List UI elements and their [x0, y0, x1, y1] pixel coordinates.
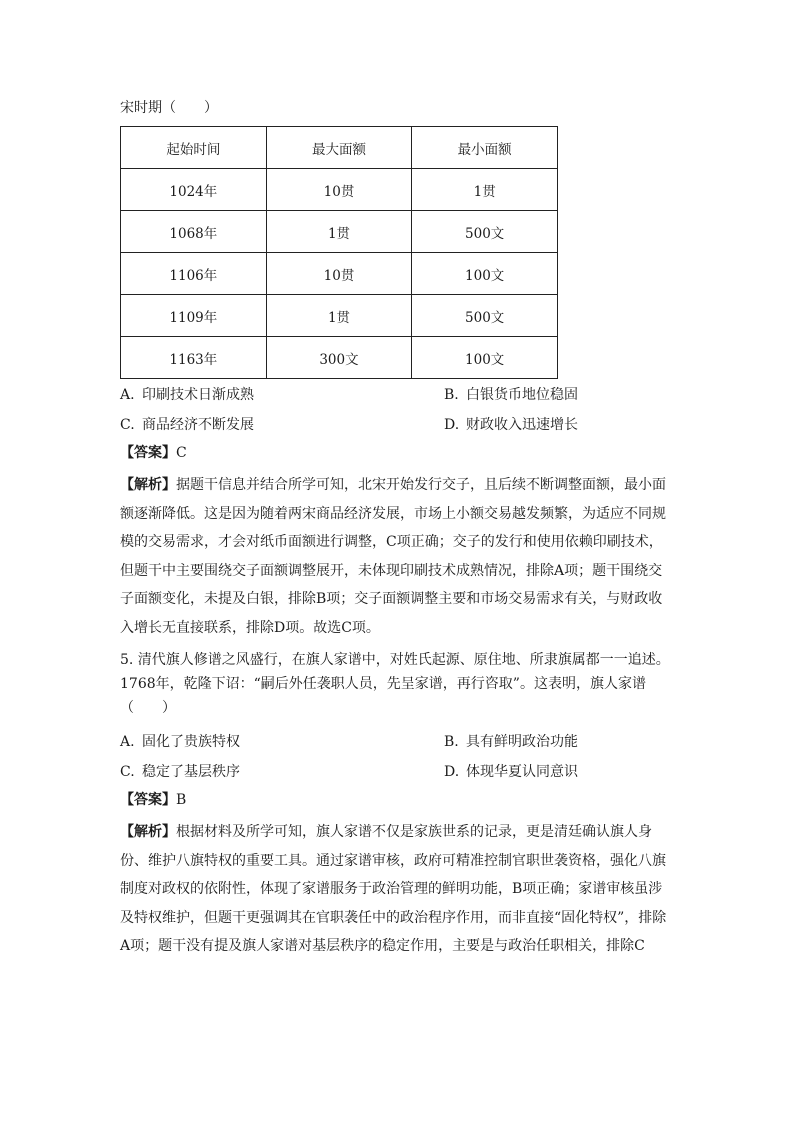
stem-line: （ ）	[120, 700, 176, 716]
q5-analysis	[120, 818, 675, 961]
option-text: 印刷技术日渐成熟	[142, 387, 254, 403]
analysis-label: 【解析】	[120, 824, 176, 840]
table-cell: 1068年	[121, 211, 267, 253]
answer-value: C	[176, 445, 187, 461]
option-text: 稳定了基层秩序	[142, 764, 240, 780]
q5-option-c[interactable]	[120, 762, 444, 782]
analysis-line: 额逐渐降低。这是因为随着两宋商品经济发展，市场上小额交易越发频繁，为适应不同规	[120, 505, 666, 522]
option-letter: A.	[120, 387, 135, 403]
analysis-line: 但题干中主要围绕交子面额调整展开，未体现印刷技术成熟情况，排除A项；题干围绕交	[120, 562, 663, 579]
q4-stem-tail: 宋时期（ ）	[120, 100, 218, 116]
table-header-cell: 最小面额	[412, 127, 558, 169]
analysis-line: 【解析】据题干信息并结合所学可知，北宋开始发行交子，且后续不断调整面额，最小面	[120, 477, 666, 493]
table-row	[121, 295, 558, 337]
q4-options	[120, 385, 675, 435]
option-letter: A.	[120, 734, 135, 750]
table-row	[121, 211, 558, 253]
table-header-cell: 最大面额	[266, 127, 412, 169]
table-cell: 500文	[412, 211, 558, 253]
q5-option-d[interactable]	[444, 762, 674, 782]
q5-option-a[interactable]	[120, 732, 444, 752]
table-row	[121, 253, 558, 295]
table-cell: 500文	[412, 295, 558, 337]
table-cell: 1106年	[121, 253, 267, 295]
option-letter: D.	[444, 764, 460, 780]
table-row	[121, 337, 558, 379]
option-text: 固化了贵族特权	[142, 734, 240, 750]
q4-option-d[interactable]	[444, 415, 674, 435]
answer-label: 【答案】	[120, 445, 176, 461]
q5-option-b[interactable]	[444, 732, 674, 752]
option-letter: C.	[120, 764, 135, 780]
analysis-line: 【解析】根据材料及所学可知，旗人家谱不仅是家族世系的记录，更是清廷确认旗人身	[120, 824, 652, 840]
table-row	[121, 169, 558, 211]
option-letter: B.	[444, 734, 459, 750]
stem-line: 1768年，乾隆下诏：“嗣后外任袭职人员，先呈家谱，再行咨取”。这表明，旗人家谱	[120, 676, 646, 692]
q4-answer	[120, 443, 675, 463]
analysis-line: 及特权维护，但题干更强调其在官职袭任中的政治程序作用，而非直接“固化特权”，排除	[120, 909, 667, 926]
option-text: 商品经济不断发展	[142, 417, 254, 433]
analysis-label: 【解析】	[120, 477, 176, 493]
table-cell: 1163年	[121, 337, 267, 379]
q5-options	[120, 732, 675, 782]
analysis-line: 入增长无直接联系，排除D项。故选C项。	[120, 619, 380, 636]
table-cell: 1贯	[412, 169, 558, 211]
analysis-line: 模的交易需求，才会对纸币面额进行调整，C项正确；交子的发行和使用依赖印刷技术，	[120, 534, 663, 550]
table-cell: 10贯	[266, 253, 412, 295]
q4-option-c[interactable]	[120, 415, 444, 435]
table-header-row	[121, 127, 558, 169]
table-cell: 1贯	[266, 295, 412, 337]
analysis-line: 制度对政权的依附性，体现了家谱服务于政治管理的鲜明功能，B项正确；家谱审核虽涉	[120, 881, 663, 897]
denomination-table	[120, 126, 558, 379]
option-letter: C.	[120, 417, 135, 433]
analysis-line: A项；题干没有提及旗人家谱对基层秩序的稳定作用，主要是与政治任职相关，排除C	[120, 938, 645, 954]
analysis-line: 子面额变化，未提及白银，排除B项；交子面额调整主要和市场交易需求有关，与财政收	[120, 591, 663, 607]
table-cell: 1024年	[121, 169, 267, 211]
option-letter: D.	[444, 417, 460, 433]
answer-label: 【答案】	[120, 792, 176, 808]
q5-answer	[120, 790, 675, 810]
table-cell: 1贯	[266, 211, 412, 253]
option-text: 财政收入迅速增长	[466, 417, 578, 433]
option-text: 具有鲜明政治功能	[466, 734, 578, 750]
table-header-cell: 起始时间	[121, 127, 267, 169]
table-cell: 1109年	[121, 295, 267, 337]
q4-analysis	[120, 471, 675, 642]
option-text: 白银货币地位稳固	[466, 387, 578, 403]
q4-option-b[interactable]	[444, 385, 674, 405]
analysis-line: 份、维护八旗特权的重要工具。通过家谱审核，政府可精准控制官职世袭资格，强化八旗	[120, 852, 666, 869]
table-cell: 10贯	[266, 169, 412, 211]
stem-line: 5. 清代旗人修谱之风盛行，在旗人家谱中，对姓氏起源、原住地、所隶旗属都一一追述。	[120, 652, 670, 668]
answer-value: B	[176, 792, 187, 808]
option-text: 体现华夏认同意识	[466, 764, 578, 780]
table-cell: 100文	[412, 253, 558, 295]
q4-option-a[interactable]	[120, 385, 444, 405]
option-letter: B.	[444, 387, 459, 403]
q5-stem	[120, 648, 675, 720]
table-cell: 300文	[266, 337, 412, 379]
table-cell: 100文	[412, 337, 558, 379]
document-page	[120, 98, 675, 961]
